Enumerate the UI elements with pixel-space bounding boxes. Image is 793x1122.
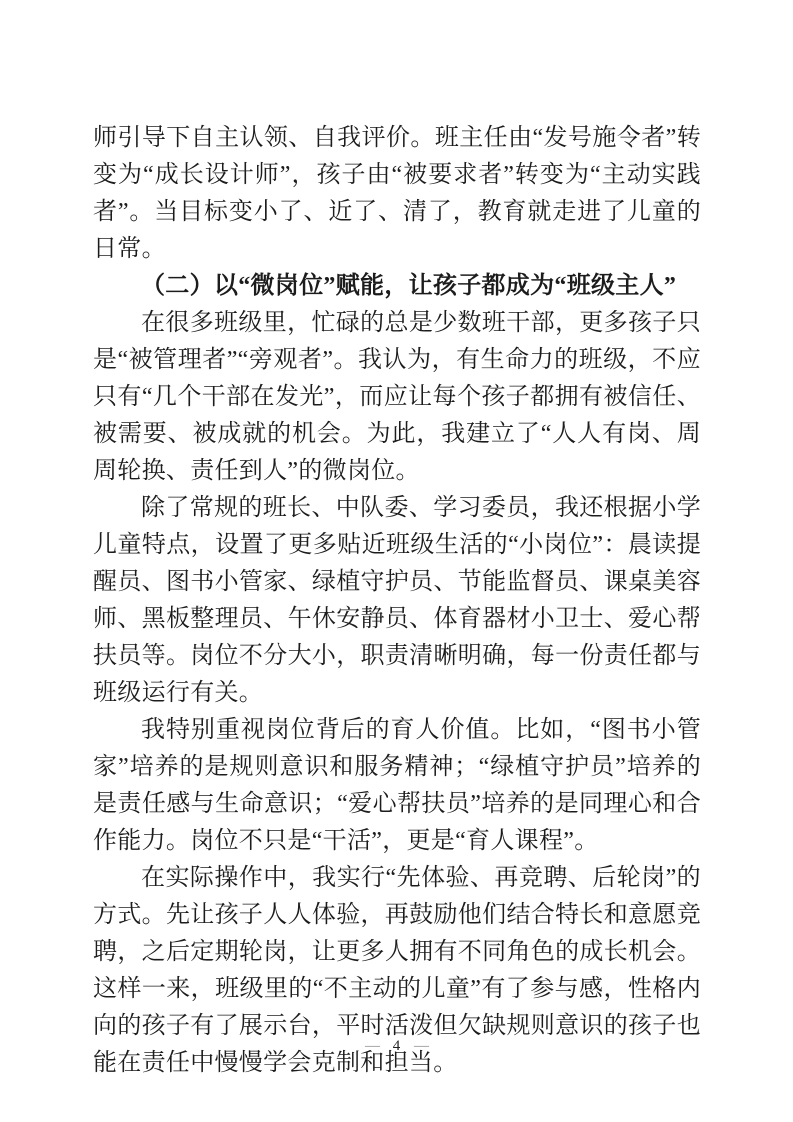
paragraph: 在很多班级里，忙碌的总是少数班干部，更多孩子只是“被管理者”“旁观者”。我认为，有生命力的班级，不应只有“几个干部在发光”，而应让每个孩子都拥有被信任、被需要、被成就的机会。为此，我建立了“人人有岗、周周轮换、责任到人”的微岗位。 (93, 310, 701, 484)
paragraph-continuation: 师引导下自主认领、自我评价。班主任由“发号施令者”转变为“成长设计师”，孩子由“被要求者”转变为“主动实践者”。当目标变小了、近了、清了，教育就走进了儿童的日常。 (93, 125, 701, 262)
footer-left-dash: — (365, 1038, 379, 1054)
page-footer (0, 1037, 793, 1055)
footer-right-dash: — (414, 1038, 428, 1054)
page-number: 4 (392, 1038, 401, 1054)
paragraph: 在实际操作中，我实行“先体验、再竞聘、后轮岗”的方式。先让孩子人人体验，再鼓励他们结合特长和意愿竞聘，之后定期轮岗，让更多人拥有不同角色的成长机会。这样一来，班级里的“不主动的儿童”有了参与感，性格内向的孩子有了展示台，平时活泼但欠缺规则意识的孩子也能在责任中慢慢学会克制和担当。 (93, 865, 701, 1076)
paragraph: 我特别重视岗位背后的育人价值。比如，“图书小管家”培养的是规则意识和服务精神；“绿植守护员”培养的是责任感与生命意识；“爱心帮扶员”培养的是同理心和合作能力。岗位不只是“干活”，更是“育人课程”。 (93, 717, 701, 854)
paragraph: 除了常规的班长、中队委、学习委员，我还根据小学儿童特点，设置了更多贴近班级生活的“小岗位”：晨读提醒员、图书小管家、绿植守护员、节能监督员、课桌美容师、黑板整理员、午休安静员、体育器材小卫士、爱心帮扶员等。岗位不分大小，职责清晰明确，每一份责任都与班级运行有关。 (93, 495, 701, 706)
section-heading: （二）以“微岗位”赋能，让孩子都成为“班级主人” (141, 273, 677, 299)
page-body (93, 120, 701, 1082)
